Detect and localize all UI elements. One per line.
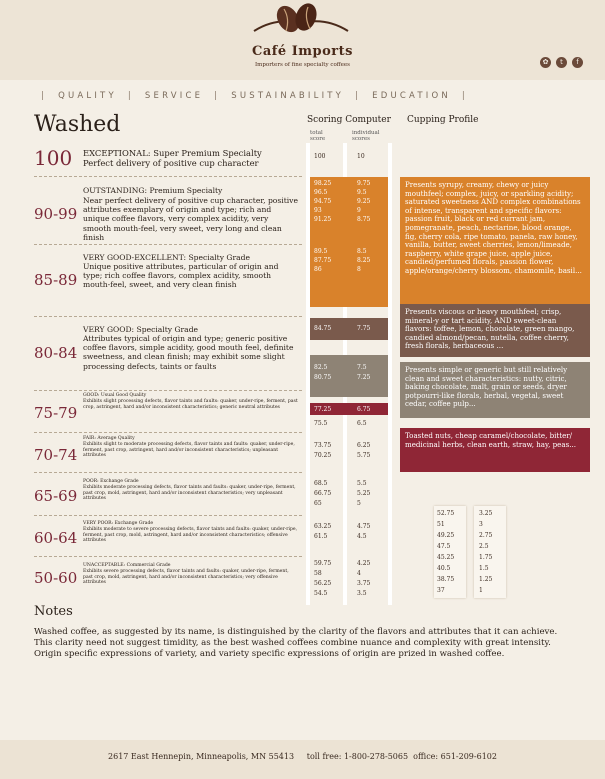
total-score: 58 (314, 570, 322, 577)
cupping-profile-red: Toasted nuts, cheap caramel/chocolate, bitter/ medicinal herbs, clean earth, straw, hay, peas... (400, 428, 590, 472)
individual-score: 8.25 (357, 257, 371, 264)
extra-total-score: 51 (437, 521, 445, 528)
total-score: 63.25 (314, 523, 332, 530)
main-nav: | QUALITY | SERVICE | SUSTAINABILITY | EDUCATION | (41, 91, 468, 101)
twitter-icon[interactable]: t (556, 57, 567, 68)
grade-desc: Exhibits slight processing defects, flavor taints and faults: quaker, under-ripe, ferment, past crop, astringent, hard and/or inconsistent characteristics; generic neutral attributes (83, 399, 298, 410)
total-score: 94.75 (314, 198, 332, 205)
individual-score: 6.5 (357, 420, 367, 427)
extra-indiv-strip (474, 506, 506, 598)
extra-indiv-score: 1.25 (479, 576, 493, 583)
total-score: 54.5 (314, 590, 328, 597)
nav-education[interactable]: EDUCATION (372, 91, 451, 101)
individual-score: 5.5 (357, 480, 367, 487)
extra-total-score: 52.75 (437, 510, 455, 517)
grade-title: OUTSTANDING: Premium Specialty (83, 186, 223, 195)
grade-desc: Exhibits moderate processing defects, flavor taints and faults: quaker, under-ripe, ferment, past crop, mold, astringent, hard and/or inconsistent characteristics; very unpleasant attributes (83, 485, 296, 502)
grade-desc: Exhibits severe processing defects, flavor taints and faults: quaker, under-ripe, ferment, past crop, mold, astringent, hard and/or inconsistent characteristics; very offensive attributes (83, 569, 289, 586)
total-score: 59.75 (314, 560, 332, 567)
grade-desc: Perfect delivery of positive cup character (83, 158, 259, 168)
extra-total-score: 38.75 (437, 576, 455, 583)
site-header (0, 0, 605, 80)
grade-desc: Unique positive attributes, particular of origin and type; rich coffee flavors, complex acidity, smooth mouth-feel, sweet, and very clean finish (83, 262, 279, 290)
grade-title: UNACCEPTABLE: Commercial Grade (83, 563, 171, 568)
individual-score: 5.25 (357, 490, 371, 497)
total-score: 96.5 (314, 189, 328, 196)
total-score: 98.25 (314, 180, 332, 187)
individual-score: 5 (357, 500, 361, 507)
cupping-profile-gray: Presents simple or generic but still relatively clean and sweet characteristics: nutty, citric, baking chocolate, malt, grain or seeds, dryer potpourri-like florals, herbal, vegetal, sweet cedar, coffee pulp... (400, 362, 590, 418)
divider (34, 515, 302, 516)
individual-score: 6.75 (357, 406, 371, 413)
notes-text: Washed coffee, as suggested by its name, is distinguished by the clarity of the flavors and attributes that it can achieve. This clarity need not suggest timidity, as the best washed coffees combine nuance and complexity with great intensity. Origin specific expressions of variety, and variety specific expressions of origin are prized in washed coffee. (34, 627, 558, 659)
total-score: 100 (314, 153, 326, 160)
divider (34, 472, 302, 473)
extra-total-score: 37 (437, 587, 445, 594)
extra-total-score: 45.25 (437, 554, 455, 561)
brand-tagline: Importers of fine specialty coffees (255, 62, 350, 68)
individual-scores-header: individual scores (352, 130, 380, 142)
extra-total-score: 47.5 (437, 543, 451, 550)
total-score: 75.5 (314, 420, 328, 427)
individual-score: 9.75 (357, 180, 371, 187)
total-score: 68.5 (314, 480, 328, 487)
individual-score: 5.75 (357, 452, 371, 459)
grade-title: POOR: Exchange Grade (83, 479, 139, 484)
individual-score: 9.25 (357, 198, 371, 205)
total-score: 91.25 (314, 216, 332, 223)
grade-range: 100 (34, 146, 73, 170)
total-score: 73.75 (314, 442, 332, 449)
grade-range: 50-60 (34, 569, 78, 587)
extra-indiv-score: 2.75 (479, 532, 493, 539)
divider (34, 316, 302, 317)
grade-range: 90-99 (34, 205, 78, 223)
nav-quality[interactable]: QUALITY (58, 91, 117, 101)
total-score: 89.5 (314, 248, 328, 255)
grade-title: EXCEPTIONAL: Super Premium Specialty (83, 148, 262, 158)
individual-score: 7.5 (357, 364, 367, 371)
divider (34, 556, 302, 557)
grade-desc: Exhibits slight to moderate processing defects, flavor taints and faults: quaker, under-ripe, ferment, past crop, astringent, hard and/or inconsistent characteristics; unpleasant attributes (83, 442, 295, 459)
grade-desc: Attributes typical of origin and type; generic positive coffee flavors, simple acidity, good mouth feel, definite sweetness, and clean finish; may exhibit some slight processing defects, taints or faults (83, 334, 294, 371)
individual-score: 4.25 (357, 560, 371, 567)
divider (34, 390, 302, 391)
grade-range: 60-64 (34, 529, 78, 547)
grade-range: 85-89 (34, 271, 78, 289)
total-score: 87.75 (314, 257, 332, 264)
facebook-icon[interactable]: f (572, 57, 583, 68)
grade-range: 70-74 (34, 446, 78, 464)
extra-indiv-score: 1.5 (479, 565, 489, 572)
extra-total-strip (434, 506, 466, 598)
individual-score: 4.75 (357, 523, 371, 530)
scoring-header: Scoring Computer (307, 115, 391, 125)
divider (34, 244, 302, 245)
grade-title: VERY GOOD: Specialty Grade (83, 325, 199, 334)
extra-indiv-score: 1.75 (479, 554, 493, 561)
grade-desc: Near perfect delivery of positive cup character, positive attributes exemplary of origin and type; rich and unique coffee flavors, very complex acidity, very smooth mouth-feel, very sweet, very long and clean finish (83, 196, 298, 242)
individual-score: 4.5 (357, 533, 367, 540)
extra-total-score: 49.25 (437, 532, 455, 539)
individual-score: 7.25 (357, 374, 371, 381)
grade-range: 75-79 (34, 404, 78, 422)
individual-score: 3.75 (357, 580, 371, 587)
grade-title: VERY GOOD-EXCELLENT: Specialty Grade (83, 253, 250, 262)
total-score: 80.75 (314, 374, 332, 381)
total-score: 65 (314, 500, 322, 507)
cupping-profile-orange: Presents syrupy, creamy, chewy or juicy mouthfeel; complex, juicy, or sparkling acidity; saturated sweetness AND complex combinations of intense, transparent and specific flavors: passion fruit, black or red currant jam, pomegranate, peach, nectarine, blood orange, fig, cherry cola, ripe tomato, panela, raw honey, vanilla, butter, sweet cherries, lemon/limeade, raspberry, white grape juice, apple juice, candied/perfumed florals, passion flower, apple/orange/cherry blossom, chamomile, basil... (400, 177, 590, 307)
extra-indiv-score: 3.25 (479, 510, 493, 517)
individual-score: 4 (357, 570, 361, 577)
nav-service[interactable]: SERVICE (144, 91, 204, 101)
grade-desc: Exhibits moderate to severe processing defects, flavor taints and faults: quaker, under-ripe, ferment, past crop, mold, astringent, hard and/or inconsistent characteristics; offensive attributes (83, 527, 298, 544)
individual-score: 8.75 (357, 216, 371, 223)
individual-score: 3.5 (357, 590, 367, 597)
cupping-profile-brown: Presents viscous or heavy mouthfeel; crisp, mineral-y or tart acidity, AND sweet-clean flavors: toffee, lemon, chocolate, green mango, candied almond/pecan, nutella, coffee cherry, fresh florals, herbaceous ... (400, 304, 590, 357)
total-score: 77.25 (314, 406, 332, 413)
total-score: 70.25 (314, 452, 332, 459)
total-score: 82.5 (314, 364, 328, 371)
grade-title: GOOD: Usual Good Quality (83, 393, 147, 398)
extra-indiv-score: 2.5 (479, 543, 489, 550)
individual-score: 8.5 (357, 248, 367, 255)
divider (34, 176, 302, 177)
total-score: 86 (314, 266, 322, 273)
extra-indiv-score: 1 (479, 587, 483, 594)
individual-score: 6.25 (357, 442, 371, 449)
notes-title: Notes (34, 604, 73, 619)
individual-score: 9.5 (357, 189, 367, 196)
total-score-header: total score (310, 130, 326, 142)
coffee-beans-logo-icon[interactable] (246, 3, 356, 43)
grade-title: VERY POOR: Exchange Grade (83, 521, 154, 526)
individual-score: 7.75 (357, 325, 371, 332)
extra-total-score: 40.5 (437, 565, 451, 572)
footer-contact: 2617 East Hennepin, Minneapolis, MN 55413 toll free: 1-800-278-5065 office: 651-209-6102 (108, 752, 497, 761)
extra-indiv-score: 3 (479, 521, 483, 528)
brand-name[interactable]: Café Imports (252, 44, 353, 59)
feed-icon[interactable]: ✿ (540, 57, 551, 68)
cupping-header: Cupping Profile (407, 115, 479, 125)
total-score: 56.25 (314, 580, 332, 587)
total-score: 93 (314, 207, 322, 214)
grade-range: 80-84 (34, 344, 78, 362)
nav-sustainability[interactable]: SUSTAINABILITY (231, 91, 345, 101)
total-score: 66.75 (314, 490, 332, 497)
total-score: 84.75 (314, 325, 332, 332)
grade-title: FAIR: Average Quality (83, 436, 135, 441)
grade-range: 65-69 (34, 487, 78, 505)
divider (34, 432, 302, 433)
page-title: Washed (34, 112, 121, 137)
individual-score: 9 (357, 207, 361, 214)
total-score: 61.5 (314, 533, 328, 540)
individual-score: 8 (357, 266, 361, 273)
score-rule (388, 143, 392, 605)
individual-score: 10 (357, 153, 365, 160)
